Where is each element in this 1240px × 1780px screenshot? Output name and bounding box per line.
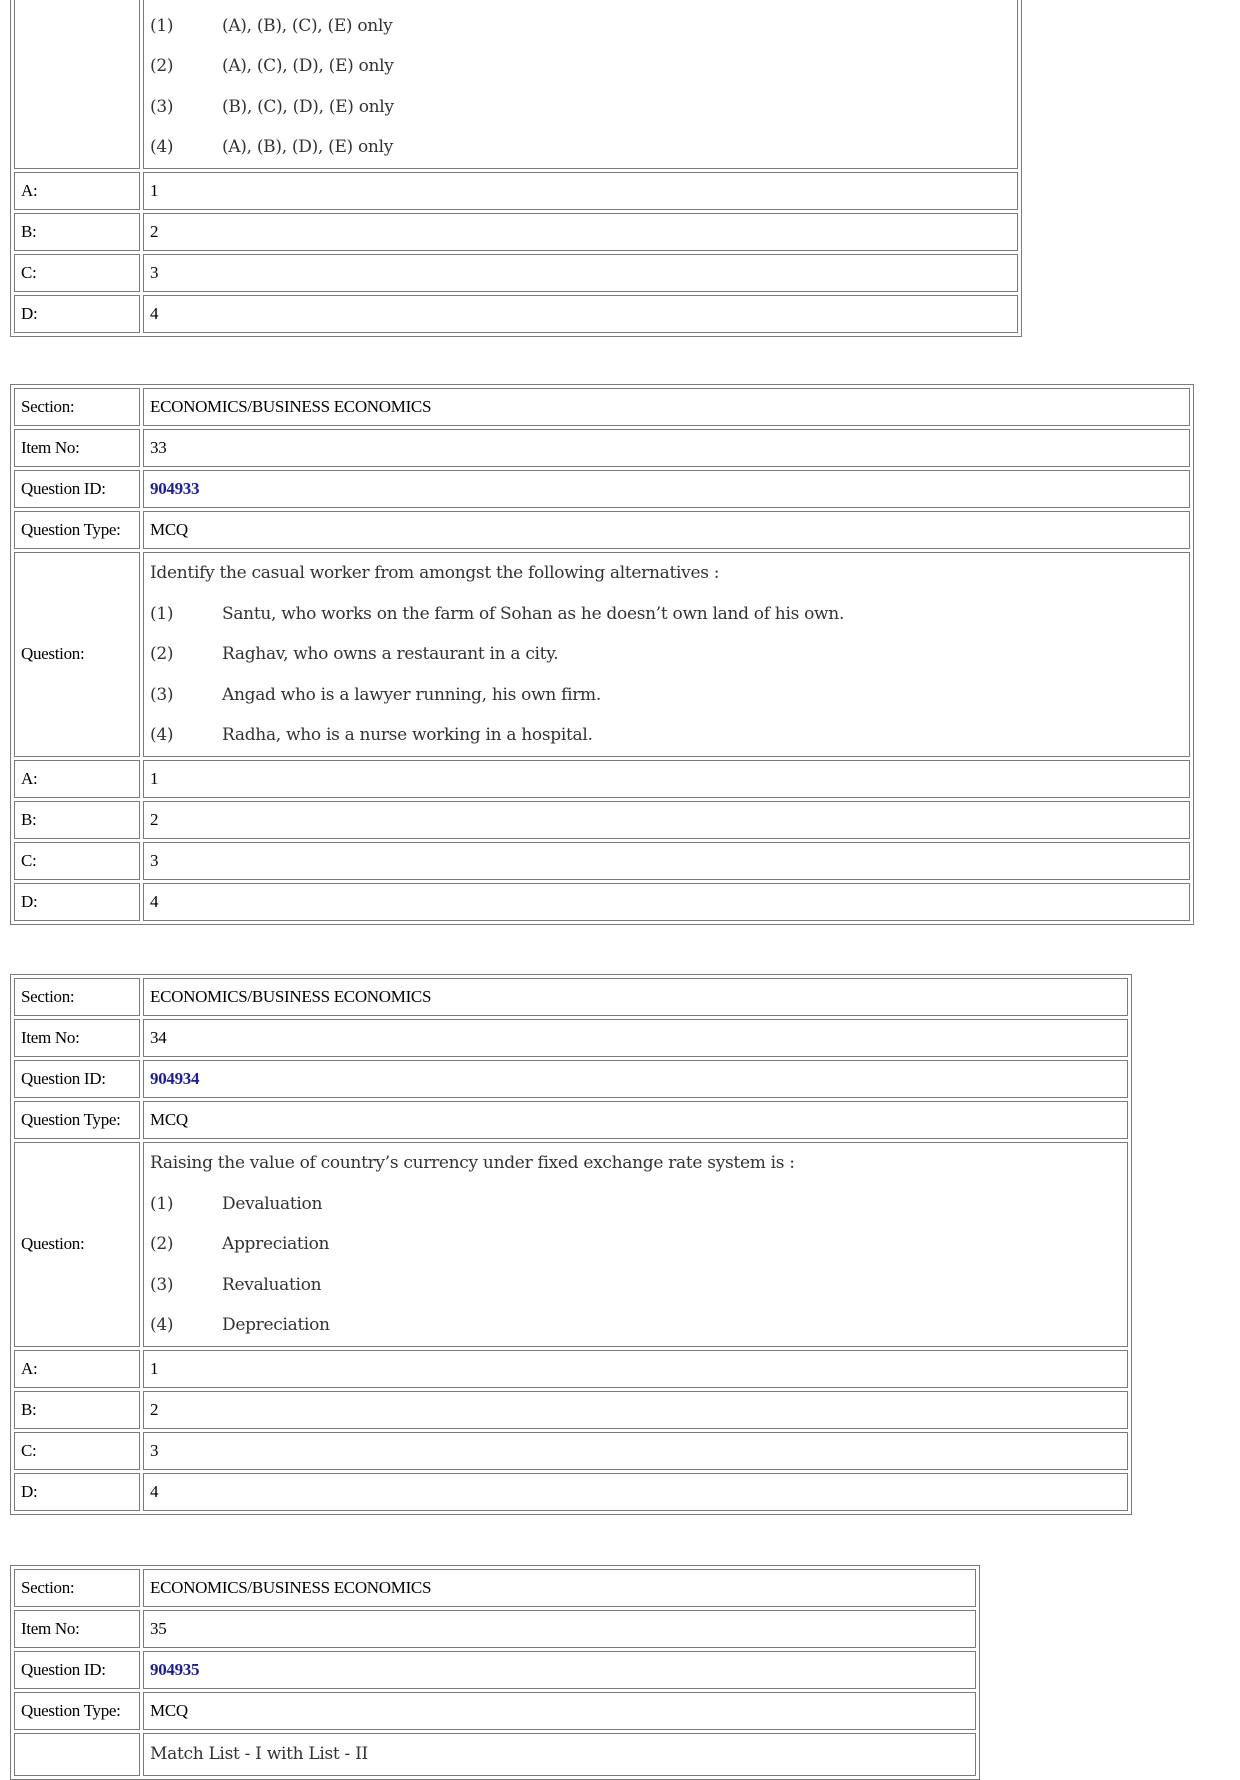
question-stem: Raising the value of country’s currency under fixed exchange rate system is : xyxy=(150,1153,795,1173)
question-stem: Identify the casual worker from amongst the following alternatives : xyxy=(150,563,720,583)
answer-row-d: D: 4 xyxy=(14,1473,1128,1511)
answer-row-c: C: 3 xyxy=(14,842,1190,880)
option-1: (1) Santu, who works on the farm of Sohan as he doesn’t own land of his own. xyxy=(150,603,845,624)
question-id: 904933 xyxy=(143,470,1190,508)
question-id: 904935 xyxy=(143,1651,976,1689)
question-id-row: Question ID: 904935 xyxy=(14,1651,976,1689)
question-block-33 xyxy=(10,384,1194,925)
answer-row-a: A: 1 xyxy=(14,760,1190,798)
item-no-row: Item No: 34 xyxy=(14,1019,1128,1057)
question-type-row: Question Type: MCQ xyxy=(14,511,1190,549)
answer-row-c: C: 3 xyxy=(14,254,1018,292)
option-4: (4) (A), (B), (D), (E) only xyxy=(150,137,394,157)
question-type-row: Question Type: MCQ xyxy=(14,1692,976,1730)
question-stem: Match List - I with List - II xyxy=(150,1744,368,1764)
question-row xyxy=(14,1733,976,1776)
option-2: (2) (A), (C), (D), (E) only xyxy=(150,56,394,76)
item-no-row: Item No: 35 xyxy=(14,1610,976,1648)
option-3: (3) Angad who is a lawyer running, his own firm. xyxy=(150,684,601,705)
answer-row-b: B: 2 xyxy=(14,213,1018,251)
option-2: (2) Appreciation xyxy=(150,1234,330,1254)
option-1: (1) (A), (B), (C), (E) only xyxy=(150,15,393,36)
question-text-cell xyxy=(143,1142,1128,1347)
answer-row-c: C: 3 xyxy=(14,1432,1128,1470)
section-row: Section: ECONOMICS/BUSINESS ECONOMICS xyxy=(14,978,1128,1016)
answer-row-b: B: 2 xyxy=(14,801,1190,839)
question-text-cell xyxy=(143,1733,976,1776)
option-1: (1) Devaluation xyxy=(150,1193,323,1214)
question-id: 904934 xyxy=(143,1060,1128,1098)
option-3: (3) (B), (C), (D), (E) only xyxy=(150,96,394,117)
question-text-cell xyxy=(143,552,1190,757)
question-block-32 xyxy=(10,0,1022,337)
question-block-34 xyxy=(10,974,1132,1515)
answer-row-a: A: 1 xyxy=(14,1350,1128,1388)
section-row: Section: ECONOMICS/BUSINESS ECONOMICS xyxy=(14,388,1190,426)
question-row: Question: Raising the value of country’s currency under fixed exchange rate system is : (1) Devaluation (2) Appreciation (3) Revaluation (4) Depreciation xyxy=(14,1142,1128,1347)
option-4: (4) Radha, who is a nurse working in a hospital. xyxy=(150,725,593,745)
option-2: (2) Raghav, who owns a restaurant in a city. xyxy=(150,644,559,664)
option-3: (3) Revaluation xyxy=(150,1274,322,1295)
question-label-cell xyxy=(14,0,140,169)
answer-row-b: B: 2 xyxy=(14,1391,1128,1429)
section-row: Section: ECONOMICS/BUSINESS ECONOMICS xyxy=(14,1569,976,1607)
item-no-row: Item No: 33 xyxy=(14,429,1190,467)
answer-row-d: D: 4 xyxy=(14,295,1018,333)
question-type-row: Question Type: MCQ xyxy=(14,1101,1128,1139)
question-block-35 xyxy=(10,1565,980,1780)
question-text-cell xyxy=(143,0,1018,169)
question-row: Question: Identify the casual worker from amongst the following alternatives : (1) Santu, who works on the farm of Sohan as he doesn’t own land of his own. (2) Raghav, who owns a restaurant in a city. (3) Angad who is a lawyer running, his own firm. (4) Radha, who is a nurse working in a hospital. xyxy=(14,552,1190,757)
question-id-row: Question ID: 904933 xyxy=(14,470,1190,508)
answer-row-a: A: 1 xyxy=(14,172,1018,210)
answer-row-d: D: 4 xyxy=(14,883,1190,921)
question-id-row: Question ID: 904934 xyxy=(14,1060,1128,1098)
option-4: (4) Depreciation xyxy=(150,1315,330,1335)
